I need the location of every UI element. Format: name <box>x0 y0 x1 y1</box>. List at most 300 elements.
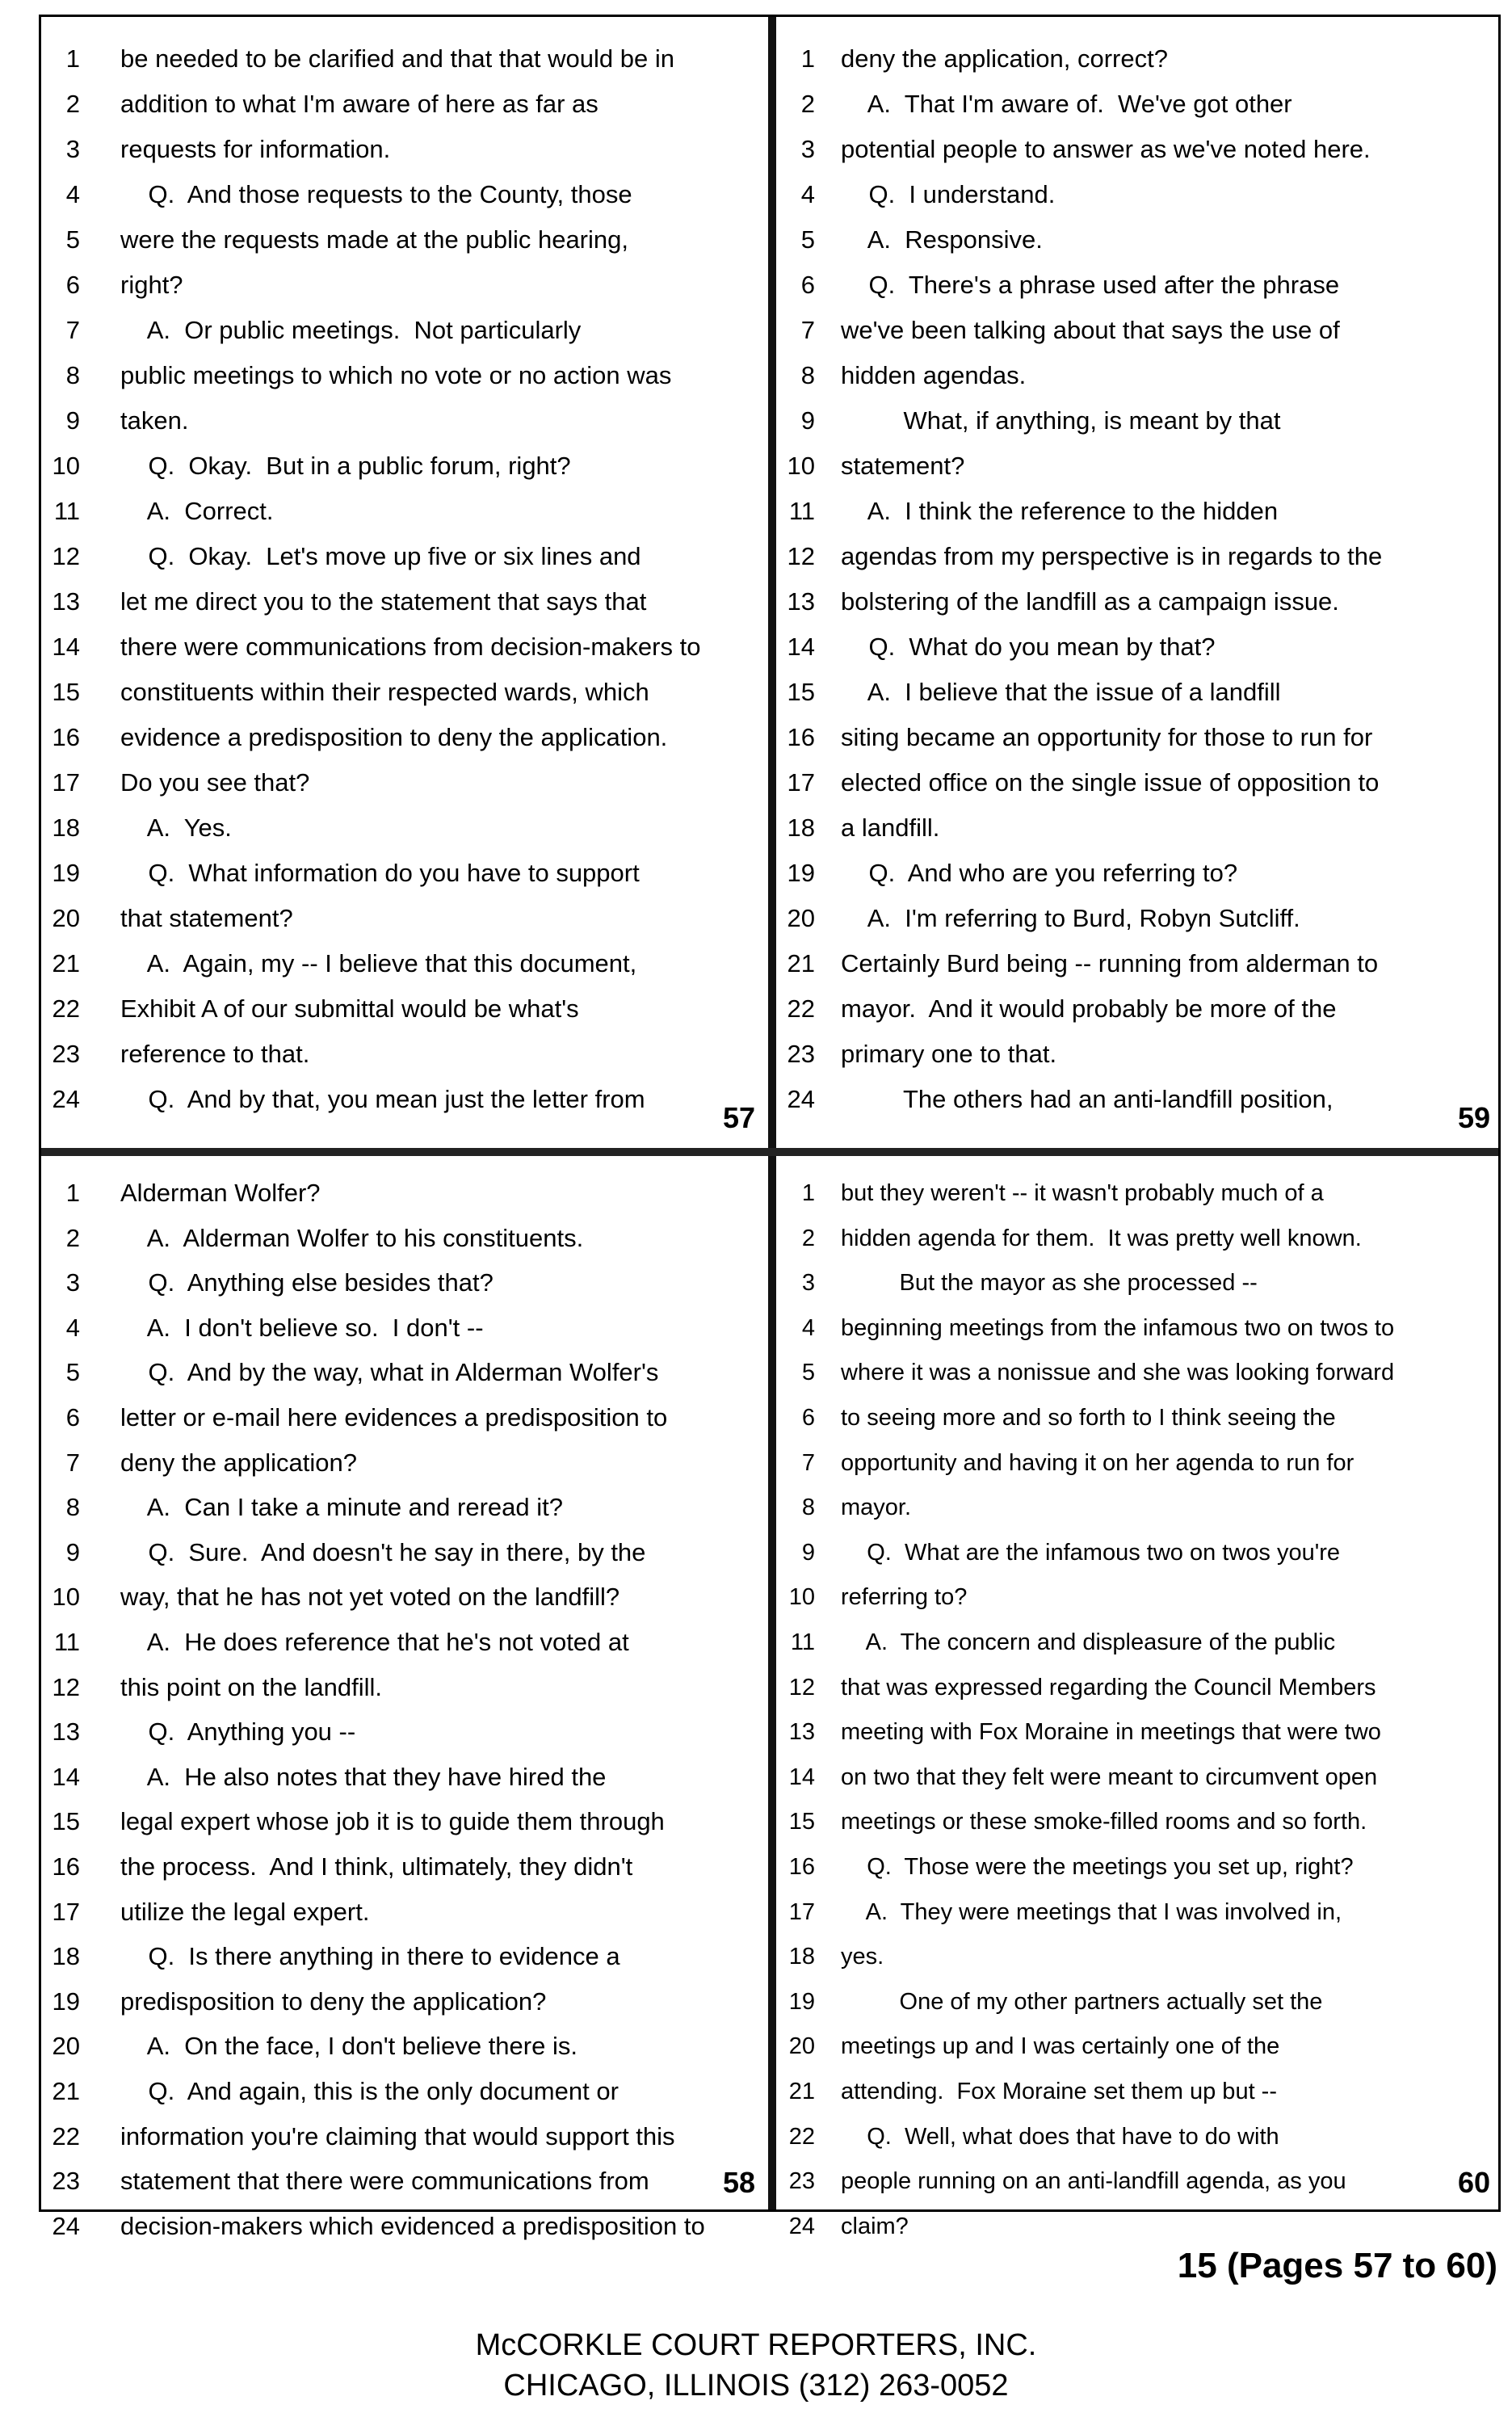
line-number: 3 <box>65 1268 80 1297</box>
line-number: 23 <box>787 1040 815 1068</box>
page-number: 57 <box>722 1101 755 1134</box>
transcript-sheet <box>39 15 1501 2240</box>
line-number: 12 <box>52 542 80 570</box>
transcript-line <box>41 1172 768 1214</box>
line-number: 9 <box>65 406 80 435</box>
line-text: let me direct you to the statement that says that <box>120 587 647 616</box>
line-text: right? <box>120 271 183 299</box>
line-number: 13 <box>52 1717 80 1747</box>
line-number: 8 <box>65 1493 80 1522</box>
line-text: requests for information. <box>120 135 391 163</box>
transcript-line <box>776 852 1503 894</box>
line-text: meetings up and I was certainly one of the <box>841 2033 1280 2060</box>
transcript-line <box>776 400 1503 442</box>
line-number: 11 <box>53 497 80 525</box>
line-text: where it was a nonissue and she was looking forward <box>841 1360 1395 1386</box>
transcript-line <box>41 490 768 532</box>
transcript-line <box>41 1801 768 1843</box>
line-number: 4 <box>801 1314 815 1341</box>
transcript-line <box>41 2025 768 2067</box>
line-number: 13 <box>787 587 815 616</box>
line-text: elected office on the single issue of opposition to <box>841 768 1380 797</box>
line-number: 16 <box>788 1854 815 1880</box>
line-text: evidence a predisposition to deny the application. <box>120 723 668 751</box>
line-number: 7 <box>801 1449 815 1476</box>
transcript-line <box>41 988 768 1030</box>
transcript-line <box>41 1486 768 1528</box>
line-number: 14 <box>52 633 80 661</box>
line-text: a landfill. <box>841 814 940 842</box>
line-number: 5 <box>65 225 80 254</box>
line-text: hidden agendas. <box>841 361 1027 389</box>
line-number: 7 <box>65 316 80 344</box>
line-text: A. I believe that the issue of a landfill <box>841 678 1281 706</box>
page-58-panel <box>41 1156 768 2240</box>
line-number: 18 <box>787 814 815 842</box>
transcript-line <box>776 671 1503 713</box>
line-text: Q. And who are you referring to? <box>841 859 1238 887</box>
line-number: 11 <box>53 1628 80 1656</box>
transcript-line <box>776 38 1503 80</box>
line-number: 22 <box>52 994 80 1023</box>
transcript-line <box>776 1486 1503 1528</box>
transcript-line <box>776 1667 1503 1709</box>
line-text: Q. What are the infamous two on twos you're <box>841 1539 1341 1566</box>
transcript-line <box>776 445 1503 487</box>
transcript-line <box>776 174 1503 216</box>
transcript-line <box>41 2071 768 2113</box>
line-text: A. I'm referring to Burd, Robyn Sutcliff. <box>841 904 1300 932</box>
transcript-line <box>776 2160 1503 2202</box>
line-text: this point on the landfill. <box>120 1672 382 1701</box>
transcript-line <box>41 1846 768 1888</box>
page-number: 59 <box>1457 1101 1490 1134</box>
line-text: mayor. <box>841 1495 912 1521</box>
transcript-line <box>41 581 768 623</box>
transcript-line <box>776 898 1503 940</box>
transcript-line <box>41 1891 768 1933</box>
line-number: 6 <box>65 271 80 299</box>
line-text: to seeing more and so forth to I think seeing the <box>841 1405 1336 1431</box>
line-text: Q. And again, this is the only document or <box>120 2077 619 2105</box>
line-number: 16 <box>52 1852 80 1881</box>
company-location: CHICAGO, ILLINOIS (312) 263-0052 <box>503 2369 1009 2403</box>
line-text: Q. Well, what does that have to do with <box>841 2123 1279 2150</box>
line-text: Q. Anything you -- <box>120 1717 356 1747</box>
transcript-line <box>776 717 1503 759</box>
line-text: Q. Is there anything in there to evidence a <box>120 1942 620 1971</box>
line-number: 17 <box>788 1898 815 1925</box>
transcript-line <box>41 626 768 668</box>
line-number: 10 <box>787 452 815 480</box>
line-text: meetings or these smoke-filled rooms and so forth. <box>841 1809 1367 1835</box>
line-text: Do you see that? <box>120 768 310 797</box>
transcript-line <box>41 2205 768 2247</box>
transcript-line <box>776 626 1503 668</box>
line-text: people running on an anti-landfill agenda, as you <box>841 2168 1346 2195</box>
transcript-line <box>41 2160 768 2202</box>
line-text: deny the application, correct? <box>841 44 1168 73</box>
line-number: 11 <box>790 1629 815 1655</box>
line-text: predisposition to deny the application? <box>120 1986 547 2016</box>
line-number: 21 <box>787 949 815 977</box>
line-number: 23 <box>788 2168 815 2195</box>
line-text: A. Again, my -- I believe that this document, <box>120 949 637 977</box>
line-number: 13 <box>788 1719 815 1746</box>
line-number: 9 <box>800 406 815 435</box>
line-text: the process. And I think, ultimately, they didn't <box>120 1852 633 1881</box>
line-number: 20 <box>52 2032 80 2061</box>
transcript-line <box>776 762 1503 804</box>
page-60-panel <box>776 1156 1503 2239</box>
transcript-line <box>776 1621 1503 1663</box>
transcript-line <box>41 536 768 578</box>
transcript-line <box>776 2116 1503 2158</box>
line-text: A. He does reference that he's not voted at <box>120 1628 629 1656</box>
line-text: we've been talking about that says the use of <box>841 316 1340 344</box>
transcript-line <box>776 1217 1503 1259</box>
line-number: 2 <box>801 1225 815 1251</box>
transcript-line <box>41 38 768 80</box>
transcript-line <box>776 355 1503 397</box>
transcript-line <box>776 1981 1503 2023</box>
line-text: Q. And by the way, what in Alderman Wolfer's <box>120 1358 659 1387</box>
line-text: A. Can I take a minute and reread it? <box>120 1493 563 1522</box>
line-text: claim? <box>841 2213 909 2239</box>
transcript-line <box>776 581 1503 623</box>
transcript-line <box>41 128 768 170</box>
transcript-line <box>776 490 1503 532</box>
transcript-line <box>41 671 768 713</box>
transcript-line <box>41 400 768 442</box>
line-number: 18 <box>52 1942 80 1971</box>
line-text: meeting with Fox Moraine in meetings that were two <box>841 1719 1381 1746</box>
transcript-line <box>41 1711 768 1753</box>
line-text: attending. Fox Moraine set them up but -- <box>841 2079 1277 2104</box>
line-number: 2 <box>65 90 80 118</box>
transcript-line <box>41 309 768 351</box>
line-number: 3 <box>801 1270 815 1297</box>
line-text: Q. There's a phrase used after the phrase <box>841 271 1340 299</box>
line-number: 15 <box>52 678 80 706</box>
line-text: referring to? <box>841 1584 968 1611</box>
line-text: that was expressed regarding the Council Members <box>841 1674 1376 1701</box>
transcript-line <box>776 83 1503 125</box>
line-number: 4 <box>65 1313 80 1342</box>
line-number: 24 <box>787 1085 815 1113</box>
transcript-line <box>41 1576 768 1618</box>
line-number: 19 <box>52 1986 80 2016</box>
line-number: 3 <box>800 135 815 163</box>
line-number: 2 <box>800 90 815 118</box>
line-number: 20 <box>788 2033 815 2060</box>
line-text: A. Or public meetings. Not particularly <box>120 316 582 344</box>
transcript-line <box>41 83 768 125</box>
line-text: statement that there were communications from <box>120 2167 649 2196</box>
line-text: Q. Anything else besides that? <box>120 1268 494 1297</box>
line-number: 5 <box>801 1360 815 1386</box>
line-number: 5 <box>65 1358 80 1387</box>
line-number: 4 <box>65 180 80 208</box>
line-number: 12 <box>52 1672 80 1701</box>
line-number: 14 <box>788 1764 815 1790</box>
line-text: Q. Those were the meetings you set up, right? <box>841 1854 1354 1880</box>
line-number: 2 <box>65 1223 80 1252</box>
line-number: 8 <box>801 1495 815 1521</box>
line-number: 19 <box>787 859 815 887</box>
transcript-line <box>41 1667 768 1709</box>
line-number: 23 <box>52 1040 80 1068</box>
line-number: 9 <box>65 1537 80 1566</box>
transcript-line <box>776 807 1503 849</box>
line-number: 15 <box>788 1809 815 1835</box>
line-number: 7 <box>65 1448 80 1477</box>
line-text: Exhibit A of our submittal would be what's <box>120 994 579 1023</box>
vertical-divider <box>768 17 776 2209</box>
line-number: 6 <box>801 1405 815 1431</box>
transcript-line <box>776 1442 1503 1484</box>
line-number: 16 <box>52 723 80 751</box>
line-number: 1 <box>800 44 815 73</box>
line-text: Q. Sure. And doesn't he say in there, by the <box>120 1537 646 1566</box>
line-text: agendas from my perspective is in regards to the <box>841 542 1383 570</box>
line-number: 13 <box>52 587 80 616</box>
line-number: 18 <box>52 814 80 842</box>
line-text: Q. What do you mean by that? <box>841 633 1216 661</box>
line-number: 15 <box>52 1807 80 1836</box>
transcript-line <box>41 1033 768 1075</box>
transcript-line <box>776 1891 1503 1933</box>
company-name: McCORKLE COURT REPORTERS, INC. <box>475 2328 1037 2362</box>
line-number: 20 <box>52 904 80 932</box>
line-text: But the mayor as she processed -- <box>841 1270 1258 1297</box>
transcript-line <box>776 1846 1503 1888</box>
transcript-line <box>41 1307 768 1349</box>
line-text: yes. <box>841 1944 884 1970</box>
line-number: 21 <box>52 2077 80 2105</box>
line-number: 10 <box>52 452 80 480</box>
pages-range-title: 15 (Pages 57 to 60) <box>1177 2246 1497 2285</box>
transcript-line <box>41 1352 768 1394</box>
line-text: A. That I'm aware of. We've got other <box>841 90 1292 118</box>
line-number: 21 <box>788 2079 815 2104</box>
line-text: siting became an opportunity for those to run for <box>841 723 1373 751</box>
line-number: 22 <box>787 994 815 1023</box>
line-text: The others had an anti-landfill position, <box>841 1085 1334 1113</box>
line-text: information you're claiming that would support this <box>120 2121 675 2150</box>
transcript-line <box>41 1621 768 1663</box>
line-text: A. Correct. <box>120 497 274 525</box>
line-number: 17 <box>52 768 80 797</box>
transcript-line <box>41 174 768 216</box>
line-number: 16 <box>787 723 815 751</box>
line-text: there were communications from decision-makers to <box>120 633 701 661</box>
transcript-line <box>41 1078 768 1120</box>
line-text: utilize the legal expert. <box>120 1897 370 1926</box>
transcript-line <box>41 2116 768 2158</box>
line-number: 7 <box>800 316 815 344</box>
line-text: but they weren't -- it wasn't probably much of a <box>841 1180 1324 1206</box>
line-number: 22 <box>788 2123 815 2150</box>
line-number: 6 <box>800 271 815 299</box>
line-number: 23 <box>52 2167 80 2196</box>
line-text: statement? <box>841 452 965 480</box>
line-number: 8 <box>65 361 80 389</box>
page-57-panel <box>41 17 768 1148</box>
transcript-line <box>776 536 1503 578</box>
transcript-line <box>41 445 768 487</box>
line-text: on two that they felt were meant to circumvent open <box>841 1764 1378 1790</box>
line-text: bolstering of the landfill as a campaign issue. <box>841 587 1339 616</box>
transcript-line <box>776 2205 1503 2247</box>
line-number: 21 <box>52 949 80 977</box>
line-number: 10 <box>52 1583 80 1612</box>
line-text: Q. And by that, you mean just the letter from <box>120 1085 645 1113</box>
line-text: What, if anything, is meant by that <box>841 406 1281 435</box>
line-number: 15 <box>787 678 815 706</box>
transcript-line <box>776 1936 1503 1978</box>
line-number: 1 <box>65 44 80 73</box>
transcript-line <box>41 807 768 849</box>
transcript-line <box>41 1532 768 1574</box>
line-text: A. They were meetings that I was involved in, <box>841 1898 1342 1925</box>
line-number: 17 <box>52 1897 80 1926</box>
line-text: A. I don't believe so. I don't -- <box>120 1313 484 1342</box>
line-text: reference to that. <box>120 1040 310 1068</box>
line-number: 1 <box>65 1179 80 1207</box>
transcript-line <box>776 128 1503 170</box>
line-text: potential people to answer as we've noted here. <box>841 135 1371 163</box>
line-number: 18 <box>788 1944 815 1970</box>
line-number: 22 <box>52 2121 80 2150</box>
line-text: Q. What information do you have to support <box>120 859 640 887</box>
line-number: 24 <box>52 2211 80 2240</box>
line-text: A. Yes. <box>120 814 232 842</box>
line-number: 10 <box>788 1584 815 1611</box>
line-number: 4 <box>800 180 815 208</box>
transcript-line <box>41 219 768 261</box>
transcript-line <box>41 1981 768 2023</box>
line-text: opportunity and having it on her agenda to run for <box>841 1449 1354 1476</box>
page-59-panel <box>776 17 1503 1148</box>
line-text: public meetings to which no vote or no action was <box>120 361 672 389</box>
line-text: addition to what I'm aware of here as far as <box>120 90 598 118</box>
line-text: Certainly Burd being -- running from alderman to <box>841 949 1379 977</box>
transcript-line <box>776 2071 1503 2113</box>
line-text: A. Responsive. <box>841 225 1043 254</box>
transcript-line <box>776 309 1503 351</box>
line-number: 12 <box>787 542 815 570</box>
line-number: 3 <box>65 135 80 163</box>
page-number: 58 <box>722 2166 755 2199</box>
line-text: hidden agenda for them. It was pretty well known. <box>841 1225 1362 1251</box>
line-text: deny the application? <box>120 1448 358 1477</box>
line-number: 6 <box>65 1403 80 1432</box>
line-text: mayor. And it would probably be more of the <box>841 994 1337 1023</box>
transcript-line <box>41 1756 768 1798</box>
line-text: Alderman Wolfer? <box>120 1179 321 1207</box>
line-text: A. Alderman Wolfer to his constituents. <box>120 1223 584 1252</box>
transcript-line <box>41 852 768 894</box>
line-text: constituents within their respected wards, which <box>120 678 649 706</box>
line-text: One of my other partners actually set the <box>841 1988 1323 2015</box>
line-number: 17 <box>787 768 815 797</box>
transcript-line <box>41 1936 768 1978</box>
page-number: 60 <box>1457 2166 1490 2199</box>
transcript-line <box>41 943 768 985</box>
transcript-line <box>776 1397 1503 1439</box>
line-text: Q. And those requests to the County, those <box>120 180 632 208</box>
transcript-line <box>776 1801 1503 1843</box>
transcript-line <box>776 943 1503 985</box>
line-number: 9 <box>801 1539 815 1566</box>
transcript-line <box>776 2025 1503 2067</box>
line-text: legal expert whose job it is to guide them through <box>120 1807 665 1836</box>
transcript-line <box>776 1172 1503 1214</box>
transcript-line <box>41 717 768 759</box>
line-number: 20 <box>787 904 815 932</box>
line-text: A. He also notes that they have hired the <box>120 1762 607 1791</box>
line-number: 24 <box>788 2213 815 2239</box>
transcript-line <box>776 1576 1503 1618</box>
transcript-line <box>776 219 1503 261</box>
transcript-line <box>41 1442 768 1484</box>
line-number: 11 <box>788 497 815 525</box>
line-text: A. On the face, I don't believe there is. <box>120 2032 578 2061</box>
transcript-line <box>41 1397 768 1439</box>
transcript-line <box>41 762 768 804</box>
transcript-line <box>776 1262 1503 1304</box>
transcript-line <box>776 264 1503 306</box>
line-text: primary one to that. <box>841 1040 1057 1068</box>
transcript-line <box>776 1307 1503 1349</box>
transcript-line <box>41 264 768 306</box>
line-number: 19 <box>788 1988 815 2015</box>
line-text: Q. Okay. But in a public forum, right? <box>120 452 571 480</box>
line-text: decision-makers which evidenced a predisposition to <box>120 2211 705 2240</box>
line-number: 5 <box>800 225 815 254</box>
line-text: beginning meetings from the infamous two on twos to <box>841 1314 1395 1341</box>
line-number: 14 <box>787 633 815 661</box>
reporter-info <box>0 2325 1512 2406</box>
transcript-line <box>776 1711 1503 1753</box>
line-number: 14 <box>52 1762 80 1791</box>
transcript-line <box>41 898 768 940</box>
transcript-line <box>41 1262 768 1304</box>
horizontal-divider <box>41 1148 1498 1156</box>
line-number: 24 <box>52 1085 80 1113</box>
line-text: that statement? <box>120 904 293 932</box>
line-number: 8 <box>800 361 815 389</box>
line-text: Q. I understand. <box>841 180 1056 208</box>
line-number: 12 <box>788 1674 815 1701</box>
transcript-line <box>41 1217 768 1259</box>
transcript-line <box>776 1078 1503 1120</box>
transcript-line <box>776 1532 1503 1574</box>
line-text: Q. Okay. Let's move up five or six lines and <box>120 542 641 570</box>
line-text: A. The concern and displeasure of the public <box>841 1629 1336 1655</box>
transcript-line <box>41 355 768 397</box>
transcript-line <box>776 988 1503 1030</box>
line-text: be needed to be clarified and that that would be in <box>120 44 674 73</box>
transcript-line <box>776 1756 1503 1798</box>
line-number: 19 <box>52 859 80 887</box>
line-text: were the requests made at the public hearing, <box>120 225 628 254</box>
line-text: letter or e-mail here evidences a predisposition to <box>120 1403 668 1432</box>
transcript-line <box>776 1033 1503 1075</box>
line-text: taken. <box>120 406 189 435</box>
line-number: 1 <box>801 1180 815 1206</box>
